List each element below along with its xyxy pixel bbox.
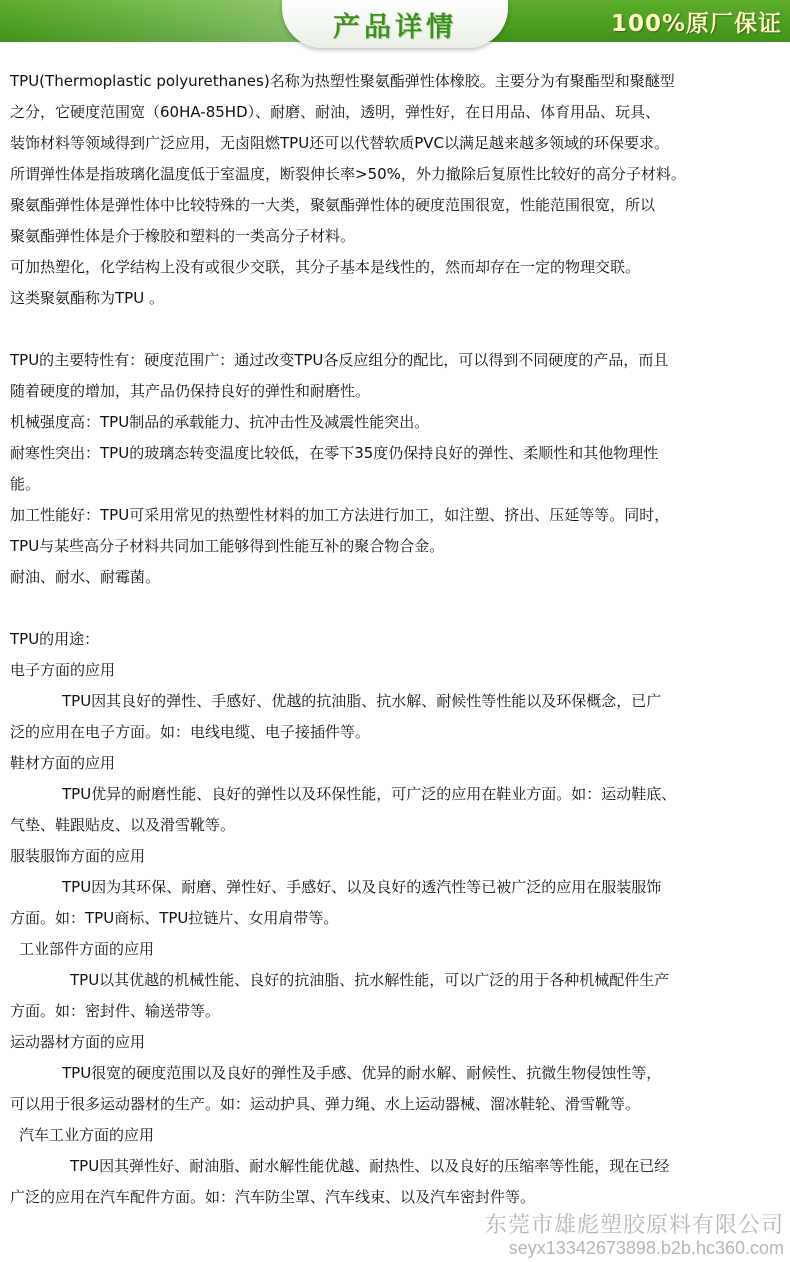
section-line: 方面。如：TPU商标、TPU拉链片、女用肩带等。 [10, 909, 339, 927]
guarantee-text: 100%原厂保证 [610, 11, 782, 37]
intro-line: 聚氨酯弹性体是弹性体中比较特殊的一大类，聚氨酯弹性体的硬度范围很宽，性能范围很宽，所以 [10, 196, 656, 214]
feature-line: TPU的主要特性有：硬度范围广：通过改变TPU各反应组分的配比，可以得到不同硬度的产品，而且 [10, 351, 669, 369]
section-line: 广泛的应用在汽车配件方面。如：汽车防尘罩、汽车线束、以及汽车密封件等。 [10, 1188, 536, 1206]
section-line: 气垫、鞋跟贴皮、以及滑雪靴等。 [10, 816, 236, 834]
feature-line: 耐油、耐水、耐霉菌。 [10, 568, 161, 586]
section-line: TPU因为其环保、耐磨、弹性好、手感好、以及良好的透汽性等已被广泛的应用在服装服饰 [62, 878, 662, 896]
feature-line: 随着硬度的增加，其产品仍保持良好的弹性和耐磨性。 [10, 382, 371, 400]
feature-line: TPU与某些高分子材料共同加工能够得到性能互补的聚合物合金。 [10, 537, 445, 555]
banner-highlight [0, 0, 330, 42]
uses-heading: TPU的用途： [10, 630, 100, 648]
section-line: 泛的应用在电子方面。如：电线电缆、电子接插件等。 [10, 723, 371, 741]
section-title: 电子方面的应用 [10, 661, 116, 679]
section-line: TPU以其优越的机械性能、良好的抗油脂、抗水解性能，可以广泛的用于各种机械配件生产 [70, 971, 670, 989]
watermark [485, 1212, 784, 1258]
section-title: 工业部件方面的应用 [19, 940, 155, 958]
spacer [10, 314, 786, 345]
intro-line: 这类聚氨酯称为TPU 。 [10, 289, 164, 307]
section-title: 服装服饰方面的应用 [10, 847, 146, 865]
intro-line: TPU(Thermoplastic polyurethanes)名称为热塑性聚氨酯弹性体橡胶。主要分为有聚酯型和聚醚型 [10, 72, 675, 90]
intro-line: 所谓弹性体是指玻璃化温度低于室温度，断裂伸长率>50%，外力撤除后复原性比较好的高分子材料。 [10, 165, 686, 183]
page-title: 产品详情 [333, 11, 457, 43]
feature-line: 机械强度高：TPU制品的承载能力、抗冲击性及减震性能突出。 [10, 413, 430, 431]
section-line: 可以用于很多运动器材的生产。如：运动护具、弹力绳、水上运动器械、溜冰鞋轮、滑雪靴等。 [10, 1095, 641, 1113]
title-tab [282, 0, 508, 48]
section-line: TPU很宽的硬度范围以及良好的弹性及手感、优异的耐水解、耐候性、抗微生物侵蚀性等， [62, 1064, 662, 1082]
section-title: 汽车工业方面的应用 [19, 1126, 155, 1144]
section-title: 运动器材方面的应用 [10, 1033, 146, 1051]
intro-line: 之分，它硬度范围宽（60HA-85HD）、耐磨、耐油，透明，弹性好，在日用品、体育用品、玩具、 [10, 103, 661, 121]
section-line: 方面。如：密封件、输送带等。 [10, 1002, 221, 1020]
feature-line: 加工性能好：TPU可采用常见的热塑性材料的加工方法进行加工，如注塑、挤出、压延等等。同时， [10, 506, 670, 524]
watermark-company: 东莞市雄彪塑胶原料有限公司 [484, 1212, 784, 1237]
section-title: 鞋材方面的应用 [10, 754, 116, 772]
intro-line: 可加热塑化，化学结构上没有或很少交联，其分子基本是线性的，然而却存在一定的物理交联。 [10, 258, 641, 276]
feature-line: 耐寒性突出：TPU的玻璃态转变温度比较低，在零下35度仍保持良好的弹性、柔顺性和其他物理性 [10, 444, 659, 462]
intro-line: 聚氨酯弹性体是介于橡胶和塑料的一类高分子材料。 [10, 227, 356, 245]
watermark-site: seyx13342673898.b2b.hc360.com [508, 1238, 784, 1258]
section-line: TPU因其弹性好、耐油脂、耐水解性能优越、耐热性、以及良好的压缩率等性能，现在已经 [70, 1157, 670, 1175]
intro-line: 装饰材料等领域得到广泛应用，无卤阻燃TPU还可以代替软质PVC以满足越来越多领域的环保要求。 [10, 134, 669, 152]
section-line: TPU优异的耐磨性能、良好的弹性以及环保性能，可广泛的应用在鞋业方面。如：运动鞋底、 [62, 785, 677, 803]
feature-line: 能。 [10, 475, 41, 493]
section-line: TPU因其良好的弹性、手感好、优越的抗油脂、抗水解、耐候性等性能以及环保概念，已广 [62, 692, 662, 710]
spacer [10, 593, 786, 624]
product-description [10, 66, 786, 1213]
